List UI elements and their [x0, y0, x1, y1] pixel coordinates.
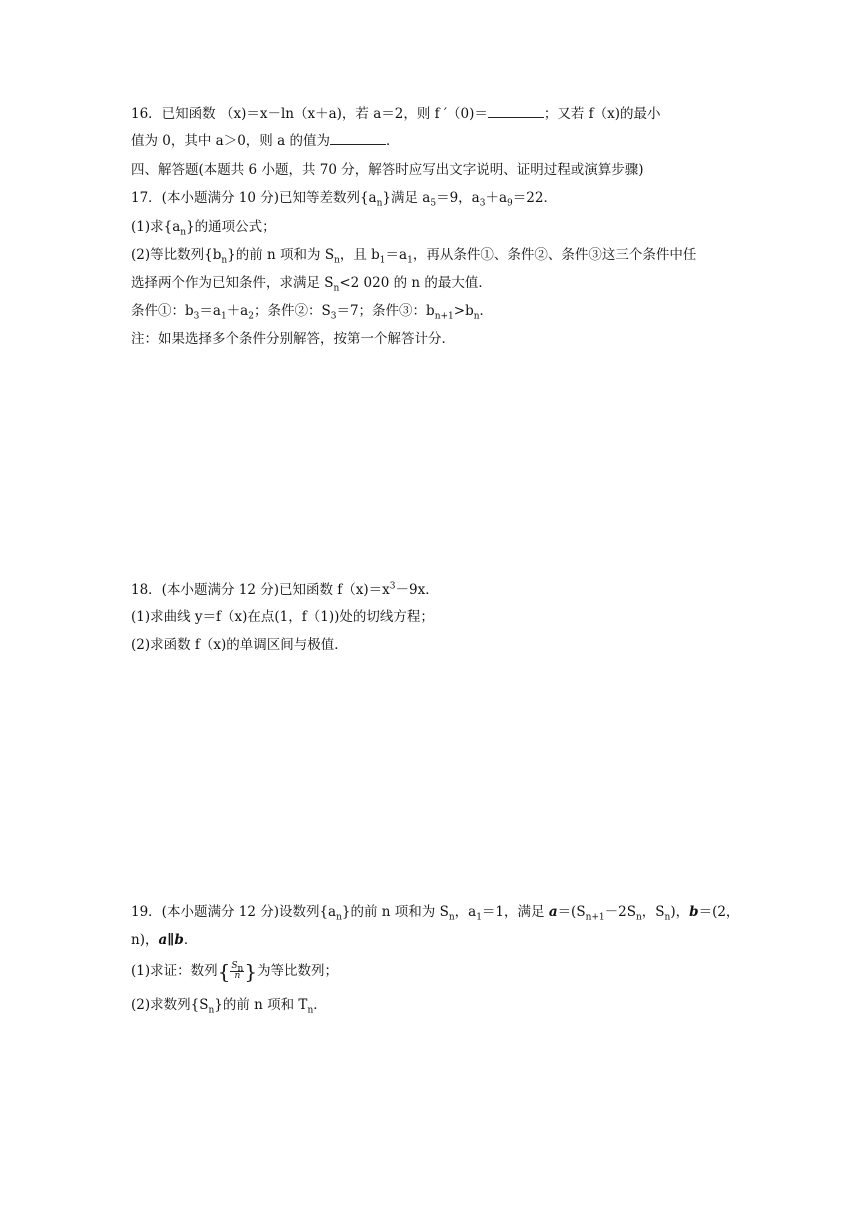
answer-blank-1[interactable]: [488, 105, 544, 118]
vector-a: a: [548, 904, 558, 920]
q18-part2: (2)求函数 f（x)的单调区间与极值．: [131, 637, 348, 653]
q19-line2: n)，a∥b．: [131, 932, 198, 948]
q16-line2: 值为 0，其中 a＞0，则 a 的值为 ．: [131, 133, 400, 149]
q17-part2-line1: (2)等比数列$\{b_n\}$的前 n 项和为 $S_n$，且 $b_1=a_1$，再从条件①、条件②、条件③这三个条件中任: [131, 247, 697, 266]
q19-stem: 19．(本小题满分 12 分)设数列$\{a_n\}$的前 n 项和为 $S_n$，$a_1=1$，满足 $a=(S_{n+1}-2S_n$，$S_n$)，b＝(2，: [131, 904, 740, 923]
section-heading: 四、解答题(本题共 6 小题，共 70 分，解答时应写出文字说明、证明过程或演算步骤): [131, 162, 644, 178]
right-brace: }: [244, 959, 258, 984]
q17-part1: (1)求$\{a_n\}$的通项公式；: [131, 219, 276, 238]
q17-stem: 17．(本小题满分 10 分)已知等差数列$\{a_n\}$满足 $a_5=9$，$a_3+a_9=22$．: [131, 190, 557, 209]
vector-b: b: [689, 904, 699, 920]
q17-conditions: 条件①：$b_3=a_1+a_2$；条件②：$S_3=7$；条件③：$b_{n+1}>b_n$．: [131, 303, 494, 322]
q19-part1: (1)求证：数列{ $\frac{S_n}{n}$ }为等比数列；: [131, 959, 339, 984]
answer-blank-2[interactable]: [330, 132, 386, 145]
q18-stem: 18．(本小题满分 12 分)已知函数 $f(x)=x^3-9x$．: [131, 581, 439, 598]
q17-note: 注：如果选择多个条件分别解答，按第一个解答计分．: [131, 331, 455, 347]
fraction-sn-over-n: $\frac{S_n}{n}$: [231, 961, 244, 981]
q17-part2-line2: 选择两个作为已知条件，求满足 $S_n<2$ 020 的 n 的最大值．: [131, 275, 492, 294]
left-brace: {: [217, 959, 231, 984]
q18-part1: (1)求曲线 y＝f（x)在点(1，f（1))处的切线方程；: [131, 609, 434, 625]
q19-part2: (2)求数列$\{S_n\}$的前 n 项和 $T_n$．: [131, 997, 327, 1016]
q16-line1: 16．已知函数 （x)＝x－ln（x＋a)，若 a＝2，则 f ′（0)＝ ；又若 f（x)的最小: [131, 106, 661, 122]
